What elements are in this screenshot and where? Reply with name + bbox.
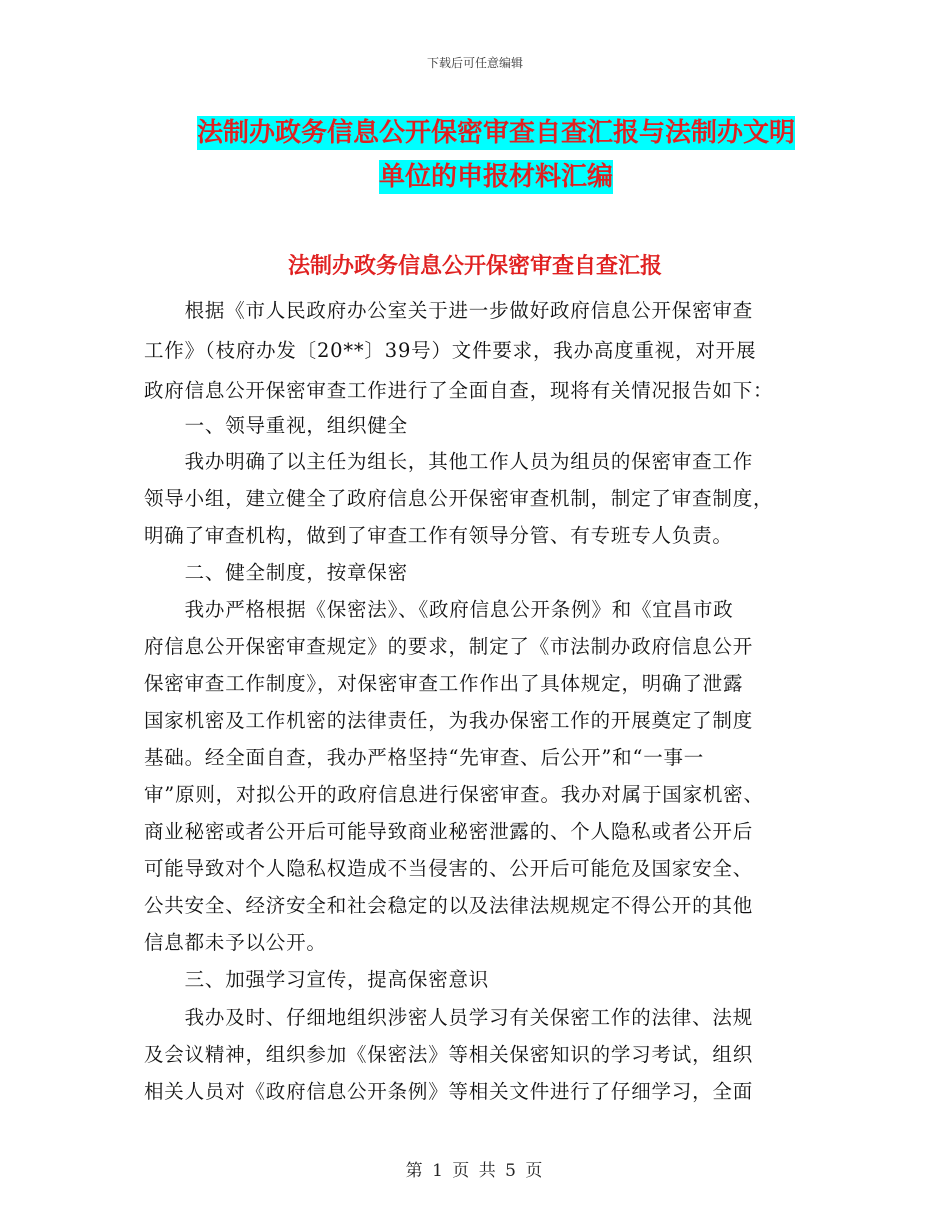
body-line: 商业秘密或者公开后可能导致商业秘密泄露的、个人隐私或者公开后 bbox=[144, 820, 754, 843]
body-line: 国家机密及工作机密的法律责任，为我办保密工作的开展奠定了制度 bbox=[144, 709, 754, 732]
header-note: 下载后可任意编辑 bbox=[426, 56, 523, 70]
body-line: 审”原则，对拟公开的政府信息进行保密审查。我办对属于国家机密、 bbox=[144, 783, 764, 806]
body-line: 明确了审查机构，做到了审查工作有领导分管、有专班专人负责。 bbox=[144, 524, 733, 547]
body-line: 公共安全、经济安全和社会稳定的以及法律法规规定不得公开的其他 bbox=[144, 894, 754, 917]
body-line: 我办严格根据《保密法》、《政府信息公开条例》和《宜昌市政 bbox=[144, 598, 734, 621]
main-title-line-2: 单位的申报材料汇编 bbox=[378, 162, 613, 192]
body-line: 及会议精神，组织参加《保密法》等相关保密知识的学习考试，组织 bbox=[144, 1043, 754, 1066]
section-heading: 三、加强学习宣传，提高保密意识 bbox=[144, 968, 490, 991]
body-line: 领导小组，建立健全了政府信息公开保密审查机制，制定了审查制度， bbox=[144, 487, 774, 510]
body-line: 根据《市人民政府办公室关于进一步做好政府信息公开保密审查 bbox=[144, 299, 754, 322]
body-line: 相关人员对《政府信息公开条例》等相关文件进行了仔细学习，全面 bbox=[144, 1080, 754, 1103]
body-line: 府信息公开保密审查规定》的要求，制定了《市法制办政府信息公开 bbox=[144, 635, 754, 658]
body-line: 工作》（枝府办发〔20**〕39号）文件要求，我办高度重视，对开展 bbox=[144, 339, 757, 362]
section-heading: 二、健全制度，按章保密 bbox=[144, 561, 408, 584]
section-heading: 一、领导重视，组织健全 bbox=[144, 414, 408, 437]
body-line: 可能导致对个人隐私权造成不当侵害的、公开后可能危及国家安全、 bbox=[144, 857, 754, 880]
body-line: 信息都未予以公开。 bbox=[144, 931, 327, 954]
body-line: 基础。经全面自查，我办严格坚持“先审查、后公开”和“一事一 bbox=[144, 746, 705, 769]
main-title-line-1: 法制办政务信息公开保密审查自查汇报与法制办文明 bbox=[196, 118, 795, 148]
section-title: 法制办政务信息公开保密审查自查汇报 bbox=[287, 254, 662, 279]
body-line: 政府信息公开保密审查工作进行了全面自查，现将有关情况报告如下： bbox=[144, 379, 774, 402]
body-line: 保密审查工作制度》，对保密审查工作作出了具体规定，明确了泄露 bbox=[144, 672, 744, 695]
body-line: 我办及时、仔细地组织涉密人员学习有关保密工作的法律、法规 bbox=[144, 1006, 754, 1029]
body-line: 我办明确了以主任为组长，其他工作人员为组员的保密审查工作 bbox=[144, 450, 754, 473]
page-number-footer: 第 1 页 共 5 页 bbox=[405, 1161, 545, 1181]
